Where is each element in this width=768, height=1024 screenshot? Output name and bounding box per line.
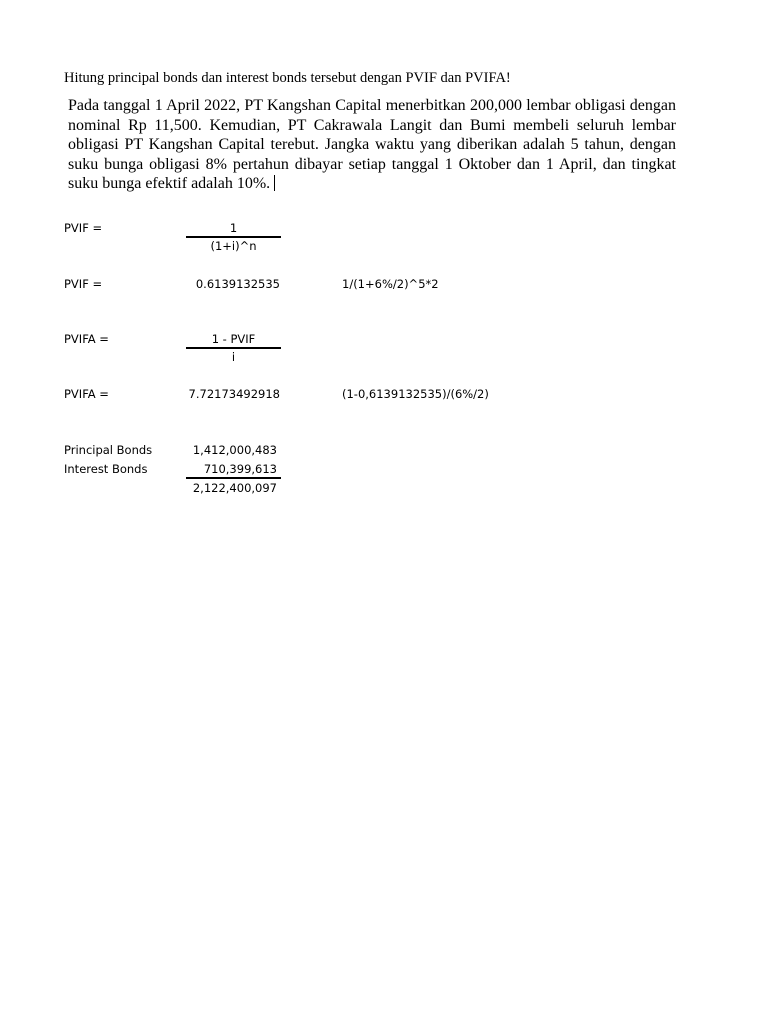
interest-bonds-value: 710,399,613	[203, 462, 277, 476]
pvif-denominator: (1+i)^n	[210, 239, 257, 253]
pvifa-numerator: 1 - PVIF	[211, 332, 256, 346]
text-cursor	[274, 175, 275, 191]
pvifa-value-label: PVIFA =	[64, 387, 109, 401]
pvif-value-label: PVIF =	[64, 277, 103, 291]
pvif-formula-label: PVIF =	[64, 221, 103, 235]
pvif-numerator: 1	[229, 221, 238, 235]
interest-bonds-label: Interest Bonds	[64, 462, 148, 476]
pvif-fraction-line	[186, 236, 281, 238]
problem-text	[68, 96, 676, 194]
pvifa-denominator: i	[231, 350, 236, 364]
pvifa-fraction-line	[186, 347, 281, 349]
pvifa-value: 7.72173492918	[188, 387, 280, 401]
problem-paragraph: Pada tanggal 1 April 2022, PT Kangshan Capital menerbitkan 200,000 lembar obligasi dengan nominal Rp 11,500. Kemudian, PT Cakrawala Langit dan Bumi membeli seluruh lembar obligasi PT Kangshan Capital terebut. Jangka waktu yang diberikan adalah 5 tahun, dengan suku bunga obligasi 8% pertahun dibayar setiap tanggal 1 Oktober dan 1 April, dan tingkat suku bunga efektif adalah 10%.	[68, 97, 676, 192]
principal-bonds-value: 1,412,000,483	[192, 443, 277, 457]
pvif-value: 0.6139132535	[195, 277, 280, 291]
pvifa-formula-label: PVIFA =	[64, 332, 109, 346]
pvifa-calculation: (1-0,6139132535)/(6%/2)	[342, 387, 489, 401]
instruction-text: Hitung principal bonds dan interest bonds tersebut dengan PVIF dan PVIFA!	[64, 70, 511, 86]
total-bonds-value: 2,122,400,097	[192, 481, 277, 495]
total-line	[186, 477, 281, 479]
principal-bonds-label: Principal Bonds	[64, 443, 153, 457]
pvif-calculation: 1/(1+6%/2)^5*2	[342, 277, 439, 291]
